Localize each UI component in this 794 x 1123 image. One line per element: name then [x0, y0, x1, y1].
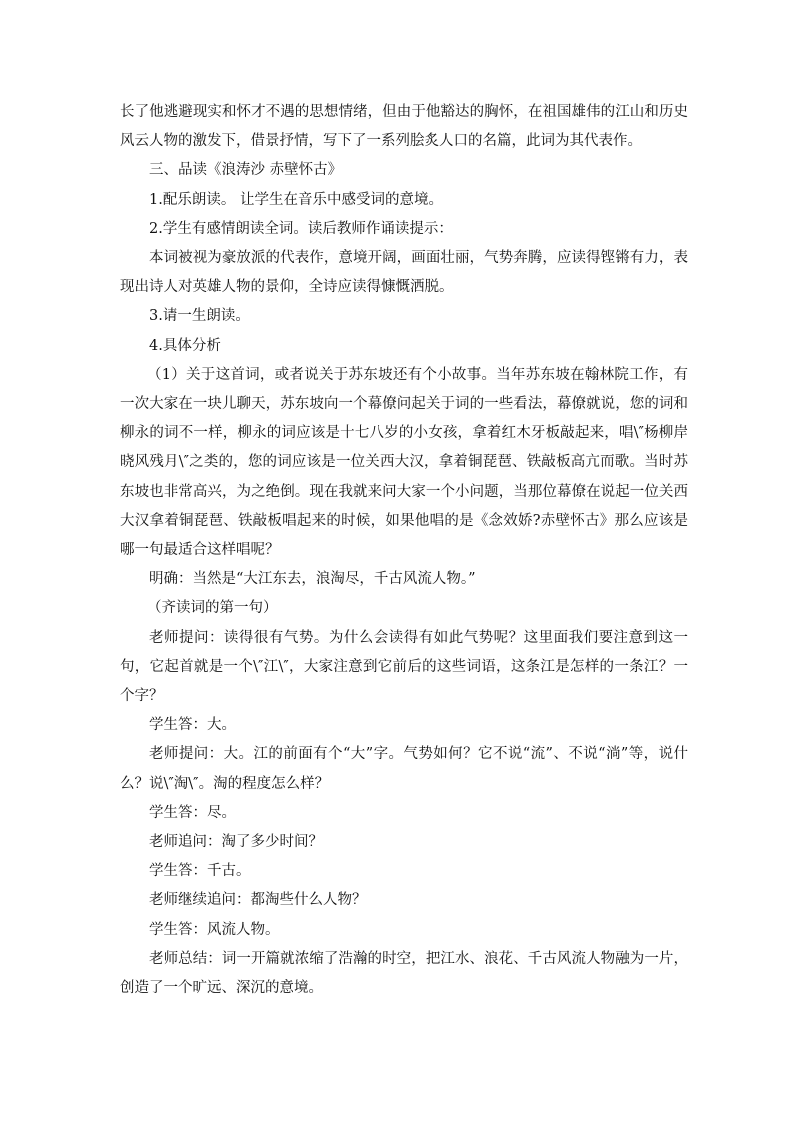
- paragraph: 学生答：尽。: [149, 804, 236, 821]
- paragraph: 长了他逃避现实和怀才不遇的思想情绪，但由于他豁达的胸怀，在祖国雄伟的江山和历史风云人物的激发下，借景抒情，写下了一系列脍炙人口的名篇，此词为其代表作。: [120, 104, 688, 150]
- paragraph: 老师继续追问：都淘些什么人物？: [149, 892, 367, 909]
- paragraph: 明确：当然是“大江东去，浪淘尽，千古风流人物。”: [149, 571, 476, 588]
- paragraph: 老师提问：大。江的前面有个“大”字。气势如何？它不说“流”、不说“淌”等，说什么？说\″淘\″。淘的程度怎么样？: [120, 746, 688, 792]
- paragraph: 本词被视为豪放派的代表作，意境开阔，画面壮丽，气势奔腾，应读得铿锵有力，表现出诗人对英雄人物的景仰，全诗应读得慷慨洒脱。: [120, 250, 688, 296]
- paragraph: 学生答：千古。: [149, 863, 251, 880]
- paragraph: 4.具体分析: [149, 337, 221, 354]
- paragraph: 老师总结：词一开篇就浓缩了浩瀚的时空，把江水、浪花、千古风流人物融为一片，创造了一个旷远、深沉的意境。: [120, 950, 688, 997]
- paragraph: 学生答：风流人物。: [149, 921, 280, 938]
- paragraph: （齐读词的第一句）: [147, 600, 278, 617]
- paragraph: 3.请一生朗读。: [149, 308, 250, 325]
- paragraph: （1）关于这首词，或者说关于苏东坡还有个小故事。当年苏东坡在翰林院工作，有一次大家在一块儿聊天，苏东坡向一个幕僚问起关于词的一些看法，幕僚就说，您的词和柳永的词不一样，柳永的词应该是十七八岁的小女孩，拿着红木牙板敲起来，唱\″杨柳岸晓风残月\″之类的，您的词应该是一位关西大汉，拿着铜琵琶、铁敲板高亢而歌。当时苏东坡也非常高兴，为之绝倒。现在我就来问大家一个小问题，当那位幕僚在说起一位关西大汉拿着铜琵琶、铁敲板唱起来的时候，如果他唱的是《念效娇?赤壁怀古》那么应该是哪一句最适合这样唱呢？: [120, 366, 688, 559]
- paragraph: 老师提问：读得很有气势。为什么会读得有如此气势呢？这里面我们要注意到这一句，它起首就是一个\″江\″，大家注意到它前后的这些词语，这条江是怎样的一条江？一个字？: [120, 629, 688, 705]
- paragraph: 2.学生有感情朗读全词。读后教师作诵读提示：: [149, 220, 453, 237]
- document-page: [120, 98, 688, 1003]
- paragraph: 老师追问：淘了多少时间？: [149, 834, 323, 851]
- paragraph: 学生答：大。: [149, 717, 236, 734]
- paragraph: 1.配乐朗读。 让学生在音乐中感受词的意境。: [149, 191, 443, 208]
- section-heading: 三、品读《浪涛沙 赤壁怀古》: [149, 162, 343, 179]
